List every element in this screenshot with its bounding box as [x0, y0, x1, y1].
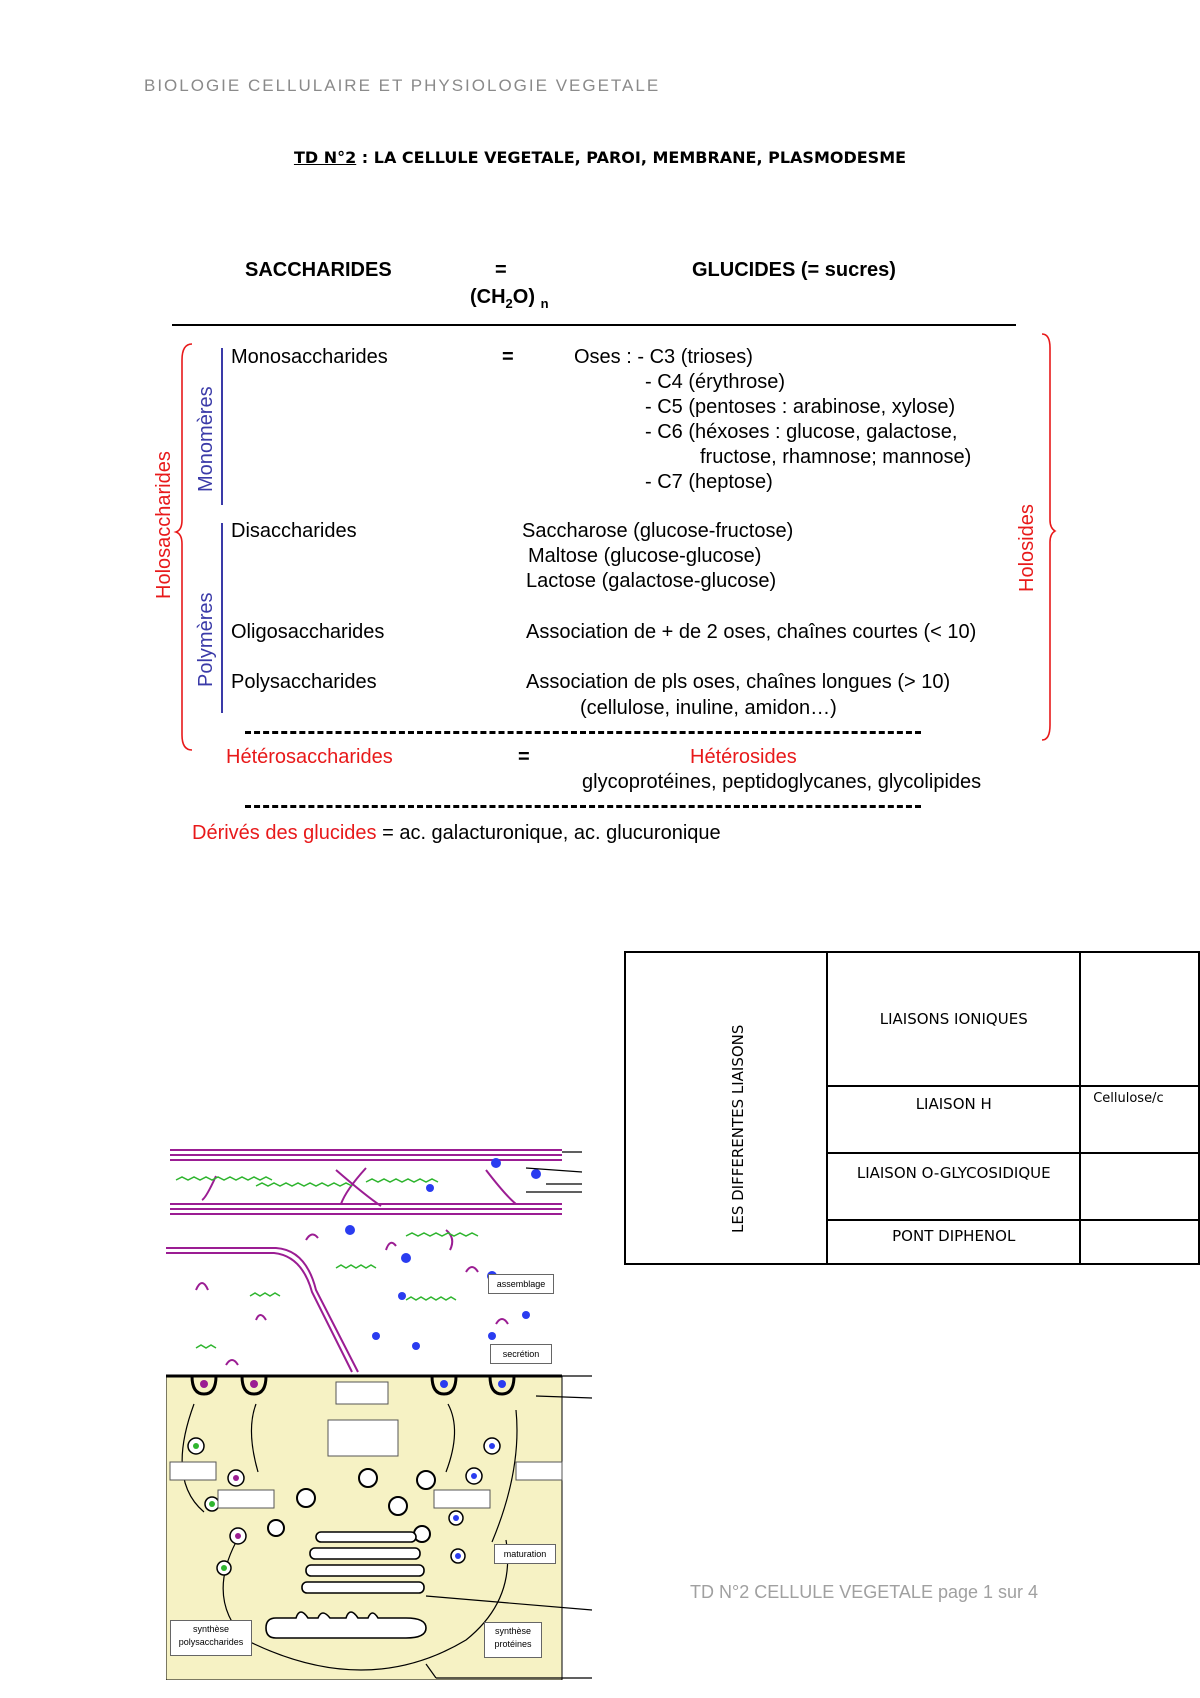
oses-intro: Oses : - C3 (trioses)	[574, 346, 753, 368]
saccharides-label: SACCHARIDES	[245, 259, 392, 281]
page-footer: TD N°2 CELLULE VEGETALE page 1 sur 4	[690, 1582, 1039, 1602]
table-label-cell: LIAISONS IONIQUES	[827, 952, 1080, 1086]
cell-wall-figure	[166, 1140, 596, 1680]
polymeres-label: Polymères	[195, 592, 217, 687]
table-label-cell: LIAISON O-GLYCOSIDIQUE	[827, 1153, 1080, 1220]
oligosaccharides-label: Oligosaccharides	[231, 621, 385, 643]
table-label-cell: PONT DIPHENOL	[827, 1220, 1080, 1264]
synthese-polysaccharides-label: synthèse polysaccharides	[170, 1620, 252, 1656]
oligo-description: Association de + de 2 oses, chaînes courtes (< 10)	[526, 621, 977, 643]
glucides-label: GLUCIDES (= sucres)	[692, 259, 896, 281]
synthese-proteines-label: synthèse protéines	[484, 1622, 542, 1658]
document-header: BIOLOGIE CELLULAIRE ET PHYSIOLOGIE VEGETALE	[144, 76, 661, 95]
disacch-example: Lactose (galactose-glucose)	[526, 570, 777, 592]
table-value-cell: Cellulose/c	[1080, 1086, 1199, 1153]
poly-description: Association de pls oses, chaînes longues (> 10)	[526, 671, 951, 693]
title-rest: : LA CELLULE VEGETALE, PAROI, MEMBRANE, PLASMODESME	[356, 148, 907, 167]
secretion-label: secrétion	[490, 1344, 552, 1364]
table-value-cell	[1080, 952, 1199, 1086]
oses-line: - C4 (érythrose)	[645, 371, 786, 393]
liaisons-table	[624, 951, 1200, 1265]
holosides-label: Holosides	[1016, 504, 1038, 592]
oses-line: fructose, rhamnose; mannose)	[700, 446, 972, 468]
derives-line: Dérivés des glucides = ac. galacturonique, ac. glucuronique	[192, 822, 721, 844]
disacch-example: Maltose (glucose-glucose)	[528, 545, 762, 567]
table-value-cell	[1080, 1220, 1199, 1264]
hetero-examples: glycoprotéines, peptidoglycanes, glycolipides	[582, 771, 982, 793]
hetero-equals: =	[518, 746, 530, 768]
oses-line: - C6 (héxoses : glucose, galactose,	[645, 421, 958, 443]
polysaccharides-label: Polysaccharides	[231, 671, 377, 693]
heterosaccharides-label: Hétérosaccharides	[226, 746, 393, 768]
monosaccharides-label: Monosaccharides	[231, 346, 388, 368]
heterosides-label: Hétérosides	[690, 746, 797, 768]
equals-sign: =	[495, 259, 507, 281]
table-row	[625, 952, 1199, 1086]
row-header-cell	[625, 952, 827, 1264]
oses-line: - C7 (heptose)	[645, 471, 773, 493]
table-label-cell: LIAISON H	[827, 1086, 1080, 1153]
holosaccharides-label: Holosaccharides	[153, 451, 175, 599]
oses-line: - C5 (pentoses : arabinose, xylose)	[645, 396, 956, 418]
row-header-text: LES DIFFERENTES LIAISONS	[729, 1024, 747, 1233]
monomeres-label: Monomères	[195, 386, 217, 492]
table-value-cell	[1080, 1153, 1199, 1220]
cell-wall-illustration	[166, 1140, 596, 1680]
formula: $(CH_2O)$ $_n$	[470, 286, 549, 311]
title-prefix: TD N°2	[293, 148, 357, 167]
disaccharides-label: Disaccharides	[231, 520, 357, 542]
mono-equals: =	[502, 346, 514, 368]
maturation-label: maturation	[494, 1544, 556, 1564]
disacch-example: Saccharose (glucose-fructose)	[522, 520, 794, 542]
poly-examples: (cellulose, inuline, amidon…)	[580, 697, 837, 719]
assemblage-label: assemblage	[488, 1274, 554, 1294]
